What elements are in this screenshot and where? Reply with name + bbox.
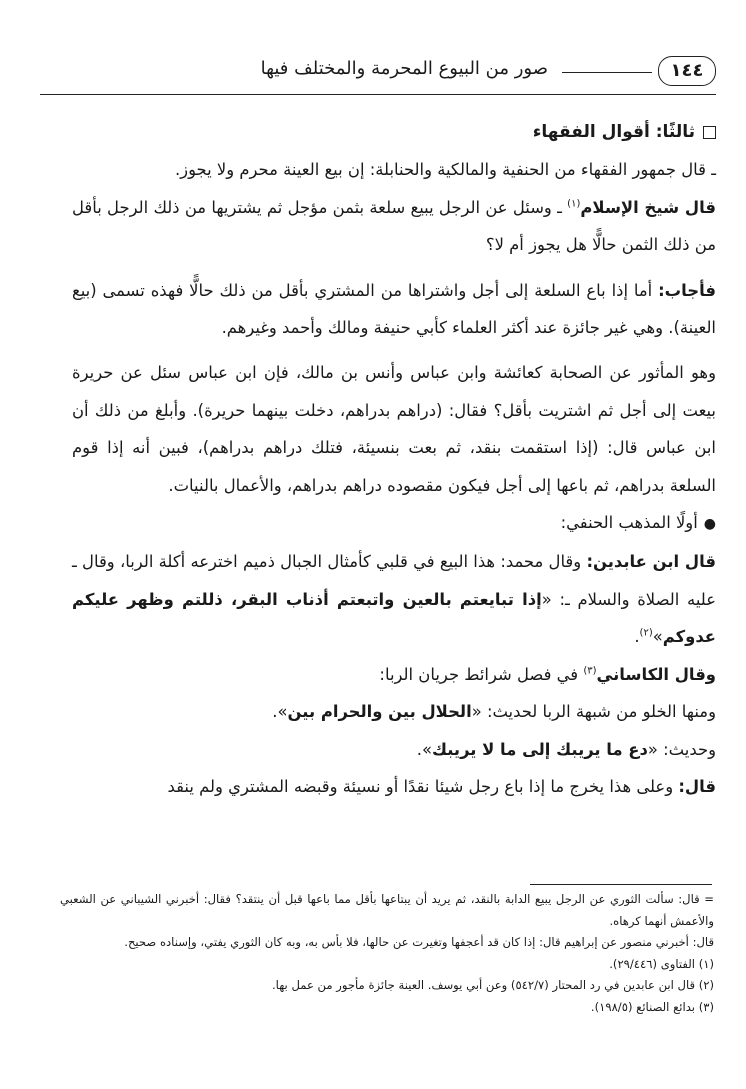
paragraph-text: وقال محمد: هذا البيع في قلبي كأمثال الجبال ذميم اخترعه أكلة الربا، وقال ـ عليه الصلاة والسلام ـ: «	[72, 552, 716, 609]
quote-close: »	[652, 627, 663, 647]
footnote-ref-2: (٢)	[639, 627, 653, 639]
period: .	[634, 627, 640, 647]
footnote-1: (١) الفتاوى (٢٩/٤٤٦).	[609, 956, 714, 971]
paragraph-8	[72, 693, 716, 730]
paragraph-4: وهو المأثور عن الصحابة كعائشة وابن عباس وأنس بن مالك، فإن ابن عباس سئل عن حريرة بيعت إلى أجل ثم اشتريت بأقل؟ فقال: (دراهم بدراهم، دخلت بينهما حريرة). وأبلغ من ذلك أن ابن عباس قال: (إذا استقمت بنقد، ثم بعت بنسيئة، فتلك دراهم بدراهم)، فبين أنه إذا قوم السلعة بدراهم، ثم باعها إلى أجل فيكون مقصوده دراهم بدراهم، والأعمال بالنيات.	[72, 363, 716, 495]
speaker-label: قال شيخ الإسلام	[580, 197, 716, 217]
footnote-ref-1: (١)	[567, 198, 581, 210]
subheading-hanafi	[72, 504, 716, 543]
answer-label: فأجاب:	[658, 280, 716, 300]
quote-close: ».	[416, 739, 432, 759]
paragraph-3	[72, 272, 716, 347]
page-header	[40, 52, 716, 96]
speaker-label: وقال الكاساني	[596, 664, 716, 684]
running-title: صور من البيوع المحرمة والمختلف فيها	[260, 58, 548, 79]
speaker-label: قال:	[678, 776, 716, 796]
section-heading	[72, 114, 716, 151]
speaker-label: قال ابن عابدين:	[586, 552, 716, 572]
paragraph-9	[72, 731, 716, 768]
footnote-2: (٢) قال ابن عابدين في رد المحتار (٥٤٢/٧) وعن أبي يوسف. العينة جائزة مأجور من عمل بها.	[271, 978, 714, 993]
footnote-rule	[530, 884, 712, 885]
paragraph-text: وعلى هذا يخرج ما إذا باع رجل شيئا نقدًا أو نسيئة وقبضه المشتري ولم ينقد	[167, 776, 679, 796]
paragraph-text: وحديث: «	[647, 739, 716, 759]
footnote-continuation-1: = قال: سألت الثوري عن الرجل يبيع الدابة بالنقد، ثم يريد أن يبتاعها بأقل مما باعها قبل أن ينتقد؟ فقال: أخبرني الشيباني عن الشعبي والأعمش أنهما كرهاه.	[60, 892, 714, 928]
header-rule	[40, 94, 716, 95]
paragraph-2	[72, 189, 716, 264]
hadith-quote: الحلال بين والحرام بين	[287, 702, 472, 722]
paragraph-1: ـ قال جمهور الفقهاء من الحنفية والمالكية والحنابلة: إن بيع العينة محرم ولا يجوز.	[174, 160, 716, 180]
section-title: ثالثًا: أقوال الفقهاء	[532, 122, 695, 142]
footnote-3: (٣) بدائع الصنائع (١٩٨/٥).	[590, 999, 714, 1014]
paragraph-text: ـ وسئل عن الرجل يبيع سلعة بثمن مؤجل ثم يشتريها من ذلك الرجل بأقل من ذلك الثمن حالًّا هل يجوز أم لا؟	[72, 197, 716, 255]
footnote-ref-3: (٣)	[583, 665, 597, 677]
paragraph-text: أما إذا باع السلعة إلى أجل واشتراها من المشتري بأقل من ذلك حالًّا فهذه تسمى (بيع العينة). وهي غير جائزة عند أكثر العلماء كأبي حنيفة ومالك وأحمد وغيرهم.	[72, 280, 716, 338]
hadith-quote: دع ما يريبك إلى ما لا يريبك	[431, 739, 648, 759]
paragraph-text: ومنها الخلو من شبهة الربا لحديث: «	[471, 702, 716, 722]
header-short-rule	[562, 72, 652, 73]
hadith-quote: إذا تبايعتم بالعين واتبعتم أذناب البقر، ذللتم وظهر عليكم عدوكم	[72, 589, 716, 647]
subheading-text: أولًا المذهب الحنفي:	[560, 513, 698, 533]
checkbox-square-icon	[703, 126, 716, 139]
paragraph-text: في فصل شرائط جريان الربا:	[379, 664, 584, 684]
quote-close: ».	[272, 702, 288, 722]
footnotes	[60, 889, 714, 1019]
paragraph-6	[72, 543, 716, 655]
bullet-icon: ●	[703, 516, 716, 533]
main-text	[72, 114, 716, 805]
paragraph-10	[72, 768, 716, 805]
page-number: ١٤٤	[658, 56, 716, 86]
paragraph-7	[72, 656, 716, 693]
footnote-continuation-2: قال: أخبرني منصور عن إبراهيم قال: إذا كان قد أعجفها وتغيرت عن حالها، فلا بأس به، وبه كان الثوري يفتي، وإسناده صحيح.	[124, 935, 714, 950]
